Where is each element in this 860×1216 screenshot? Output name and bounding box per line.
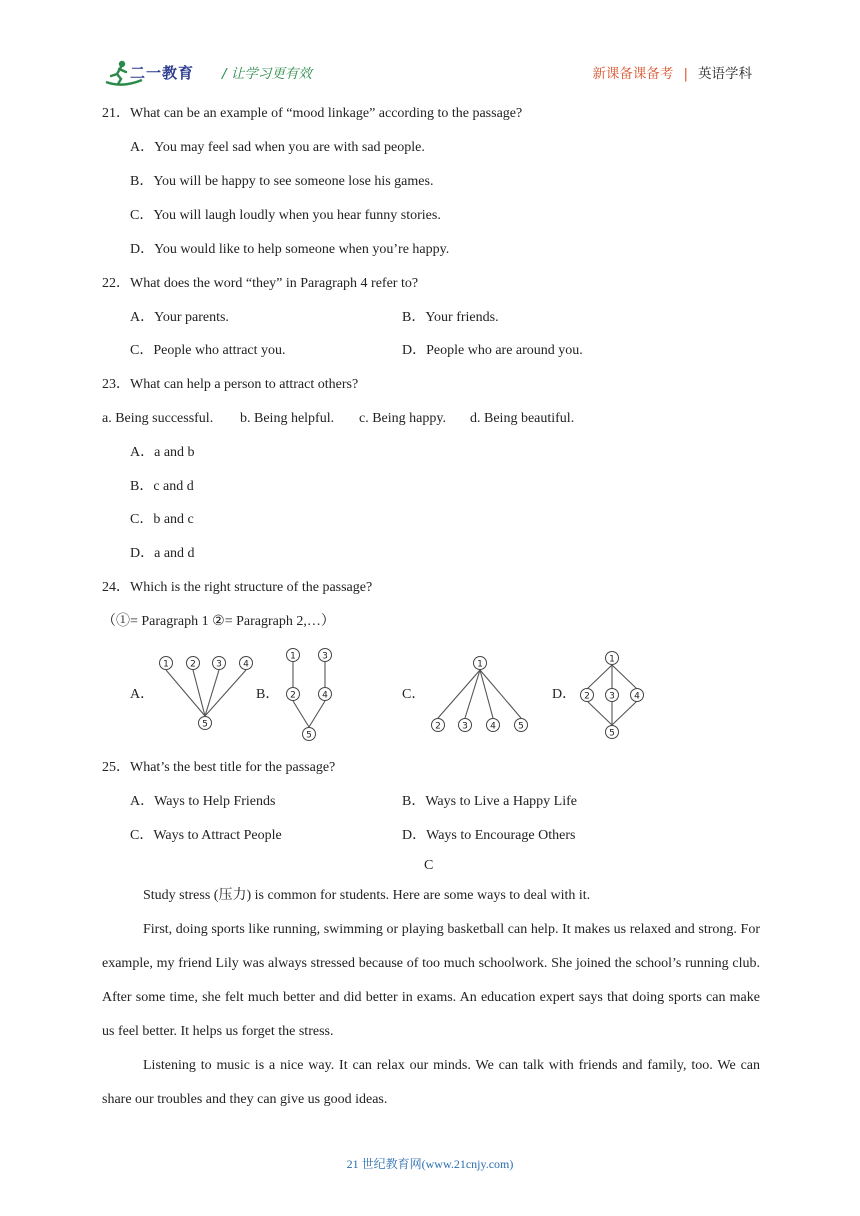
node-a3-label: 3: [216, 659, 222, 670]
section-label-c: C: [424, 858, 434, 873]
node-c2-label: 2: [435, 721, 441, 732]
node-b5-label: 5: [306, 730, 312, 741]
question-24-stem: 24．Which is the right structure of the passage?: [102, 580, 373, 595]
footer-text: 21 世纪教育网(www.21cnjy.com): [346, 1157, 514, 1171]
header-course-label: 新课备课备考: [592, 66, 674, 82]
header-subject-label: 英语学科: [698, 66, 752, 82]
question-21-option-a: A．You may feel sad when you are with sad people.: [130, 140, 425, 155]
question-22-stem: 22．What does the word “they” in Paragraph 4 refer to?: [102, 276, 419, 291]
question-21-option-d: D．You would like to help someone when you’re happy.: [130, 242, 450, 257]
question-23-option-c: C．b and c: [130, 512, 194, 527]
node-d2-label: 2: [584, 691, 590, 702]
question-23-sub-c: c. Being happy.: [359, 411, 446, 426]
question-21-stem: 21．What can be an example of “mood linkage” according to the passage?: [102, 106, 523, 121]
question-21-option-b: B．You will be happy to see someone lose his games.: [130, 174, 434, 189]
question-23-sub-d: d. Being beautiful.: [470, 411, 575, 426]
node-d1-label: 1: [609, 654, 615, 665]
header-right: [592, 62, 752, 82]
question-23-sub-a: a. Being successful.: [102, 411, 214, 426]
passage-c-paragraph-2: First, doing sports like running, swimming or playing basketball can help. It makes us relaxed and strong. For example, my friend Lily was always stressed because of too much schoolwork. She joined the school’s running club. After some time, she felt much better and did better in exams. An education expert says that doing sports can make us feel better. It helps us forget the stress.: [102, 922, 760, 1039]
passage-c-paragraph-1: Study stress (压力) is common for students. Here are some ways to deal with it.: [143, 888, 591, 903]
question-23-sub-b: b. Being helpful.: [240, 411, 335, 426]
structure-diagrams: [150, 645, 660, 745]
node-b2-label: 2: [290, 690, 296, 701]
question-25-option-d: D．Ways to Encourage Others: [402, 828, 576, 843]
question-22-option-a: A．Your parents.: [130, 310, 229, 325]
question-25-option-a: A．Ways to Help Friends: [130, 794, 276, 809]
passage-c-paragraph-3: Listening to music is a nice way. It can relax our minds. We can talk with friends and family, too. We can share our troubles and they can give us good ideas.: [102, 1058, 760, 1107]
node-d5-label: 5: [609, 728, 615, 739]
question-22-option-c: C．People who attract you.: [130, 343, 286, 358]
question-21-option-c: C．You will laugh loudly when you hear funny stories.: [130, 208, 441, 223]
question-25-option-b: B．Ways to Live a Happy Life: [402, 794, 577, 809]
question-24-option-b: B．: [256, 687, 280, 702]
node-a1-label: 1: [163, 659, 169, 670]
question-23-option-a: A．a and b: [130, 445, 195, 460]
logo-text: 二一教育: [130, 64, 195, 82]
node-c5-label: 5: [518, 721, 524, 732]
node-d3-label: 3: [609, 691, 615, 702]
node-b3-label: 3: [322, 651, 328, 662]
question-24-option-a: A．: [130, 687, 155, 702]
question-24-note: （①= Paragraph 1 ②= Paragraph 2,…）: [102, 614, 335, 629]
header-separator: |: [683, 66, 688, 82]
question-22-option-d: D．People who are around you.: [402, 343, 583, 358]
node-c3-label: 3: [462, 721, 468, 732]
question-23-stem: 23．What can help a person to attract others?: [102, 377, 359, 392]
question-23-option-b: B．c and d: [130, 479, 194, 494]
node-c4-label: 4: [490, 721, 496, 732]
question-22-option-b: B．Your friends.: [402, 310, 499, 325]
node-a4-label: 4: [243, 659, 249, 670]
node-d4-label: 4: [634, 691, 640, 702]
node-a2-label: 2: [190, 659, 196, 670]
question-23-option-d: D．a and d: [130, 546, 195, 561]
node-b1-label: 1: [290, 651, 296, 662]
question-24-option-d: D．: [552, 687, 577, 702]
node-a5-label: 5: [202, 719, 208, 730]
node-b4-label: 4: [322, 690, 328, 701]
node-c1-label: 1: [477, 659, 483, 670]
question-25-stem: 25．What’s the best title for the passage?: [102, 760, 336, 775]
question-25-option-c: C．Ways to Attract People: [130, 828, 282, 843]
question-24-option-c: C．: [402, 687, 426, 702]
header-slogan: / 让学习更有效: [222, 66, 312, 82]
